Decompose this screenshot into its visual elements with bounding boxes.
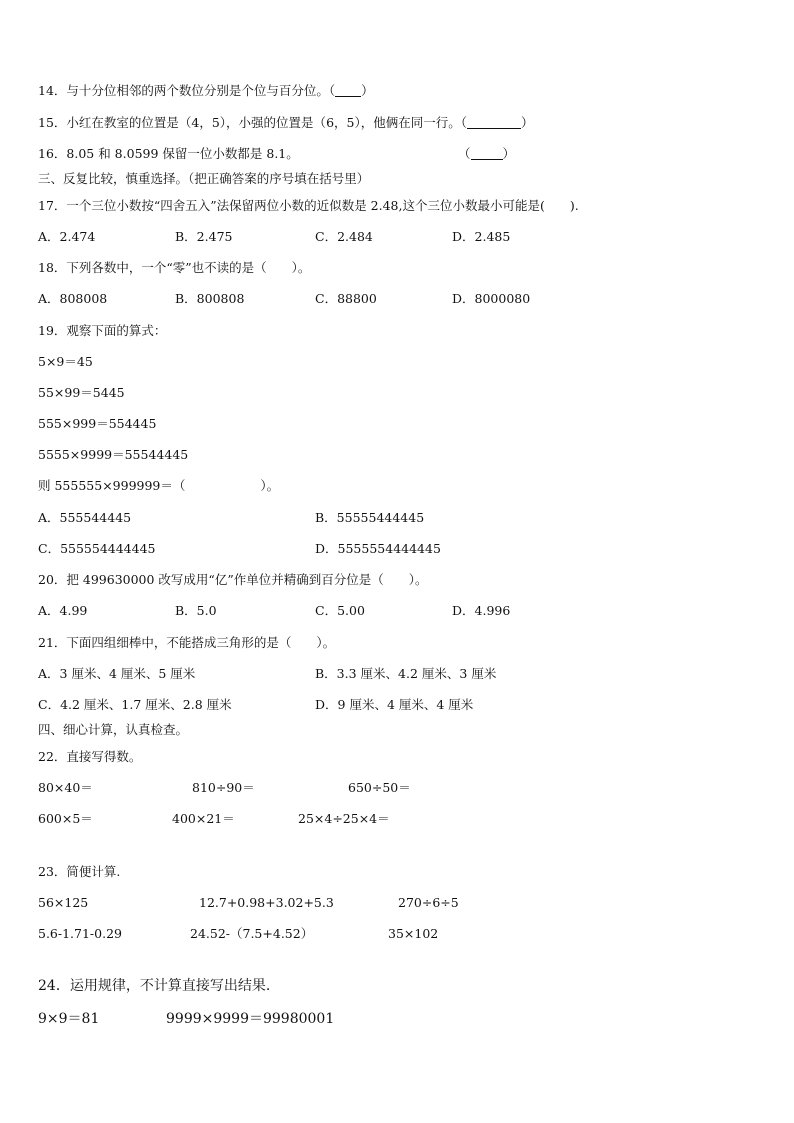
q23-item: 12.7+0.98+3.02+5.3 <box>199 895 334 910</box>
q18-option-c[interactable]: C．88800 <box>315 291 377 306</box>
section-4-heading: 四、细心计算，认真检查。 <box>38 722 189 737</box>
question-20-stem: 20．把 499630000 改写成用“亿”作单位并精确到百分位是（ ）。 <box>38 572 428 587</box>
q19-equation: 555×999＝554445 <box>38 416 157 431</box>
q19-ask: 则 555555×999999＝（ ）。 <box>38 478 280 493</box>
q19-equation: 5×9＝45 <box>38 354 93 369</box>
question-24-stem: 24．运用规律，不计算直接写出结果. <box>38 978 271 994</box>
q17-option-d[interactable]: D．2.485 <box>452 229 511 244</box>
q20-option-d[interactable]: D．4.996 <box>452 603 511 618</box>
q21-option-b[interactable]: B．3.3 厘米、4.2 厘米、3 厘米 <box>315 666 497 681</box>
q20-option-a[interactable]: A．4.99 <box>38 603 88 618</box>
q20-option-b[interactable]: B．5.0 <box>175 603 217 618</box>
q23-item: 5.6-1.71-0.29 <box>38 926 122 941</box>
q19-option-c[interactable]: C．555554444445 <box>38 541 156 556</box>
q23-item: 56×125 <box>38 895 89 910</box>
question-19-stem: 19．观察下面的算式： <box>38 323 167 338</box>
q20-option-c[interactable]: C．5.00 <box>315 603 365 618</box>
section-3-heading: 三、反复比较，慎重选择。（把正确答案的序号填在括号里） <box>38 171 370 186</box>
q17-option-a[interactable]: A．2.474 <box>38 229 96 244</box>
answer-blank[interactable] <box>471 147 503 160</box>
q19-option-a[interactable]: A．555544445 <box>38 510 132 525</box>
q23-item: 35×102 <box>388 926 439 941</box>
question-16-answer: （ ） <box>458 146 516 161</box>
q21-option-c[interactable]: C．4.2 厘米、1.7 厘米、2.8 厘米 <box>38 697 232 712</box>
q18-option-d[interactable]: D．8000080 <box>452 291 531 306</box>
q23-item: 270÷6÷5 <box>398 895 459 910</box>
question-14: 14．与十分位相邻的两个数位分别是个位与百分位。（ ） <box>38 83 374 98</box>
q19-equation: 55×99＝5445 <box>38 385 125 400</box>
q17-option-b[interactable]: B．2.475 <box>175 229 233 244</box>
q21-option-d[interactable]: D．9 厘米、4 厘米、4 厘米 <box>315 697 474 712</box>
q21-option-a[interactable]: A．3 厘米、4 厘米、5 厘米 <box>38 666 196 681</box>
q19-equation: 5555×9999＝55544445 <box>38 447 189 462</box>
q24-item: 9999×9999＝99980001 <box>166 1011 335 1027</box>
q18-option-a[interactable]: A．808008 <box>38 291 108 306</box>
q22-item: 810÷90＝ <box>192 780 255 795</box>
q19-option-b[interactable]: B．55555444445 <box>315 510 425 525</box>
question-16: 16．8.05 和 8.0599 保留一位小数都是 8.1。 <box>38 146 299 161</box>
question-17-stem: 17．一个三位小数按“四舍五入”法保留两位小数的近似数是 2.48,这个三位小数最小可能是( ). <box>38 198 579 213</box>
q22-item: 400×21＝ <box>172 811 235 826</box>
q23-item: 24.52-（7.5+4.52） <box>190 926 314 941</box>
q22-item: 600×5＝ <box>38 811 93 826</box>
q22-item: 650÷50＝ <box>348 780 411 795</box>
q22-item: 80×40＝ <box>38 780 93 795</box>
q19-option-d[interactable]: D．5555554444445 <box>315 541 441 556</box>
question-15: 15．小红在教室的位置是（4，5），小强的位置是（6，5），他俩在同一行。（ ） <box>38 115 534 130</box>
question-23-stem: 23．简便计算. <box>38 864 121 879</box>
question-22-stem: 22．直接写得数。 <box>38 749 142 764</box>
answer-blank[interactable] <box>467 116 521 129</box>
question-18-stem: 18．下列各数中，一个“零”也不读的是（ ）。 <box>38 260 311 275</box>
q17-option-c[interactable]: C．2.484 <box>315 229 373 244</box>
answer-blank[interactable] <box>335 84 361 97</box>
q22-item: 25×4÷25×4＝ <box>298 811 390 826</box>
q24-item: 9×9＝81 <box>38 1011 100 1027</box>
question-21-stem: 21．下面四组细棒中，不能搭成三角形的是（ ）。 <box>38 635 336 650</box>
q18-option-b[interactable]: B．800808 <box>175 291 245 306</box>
